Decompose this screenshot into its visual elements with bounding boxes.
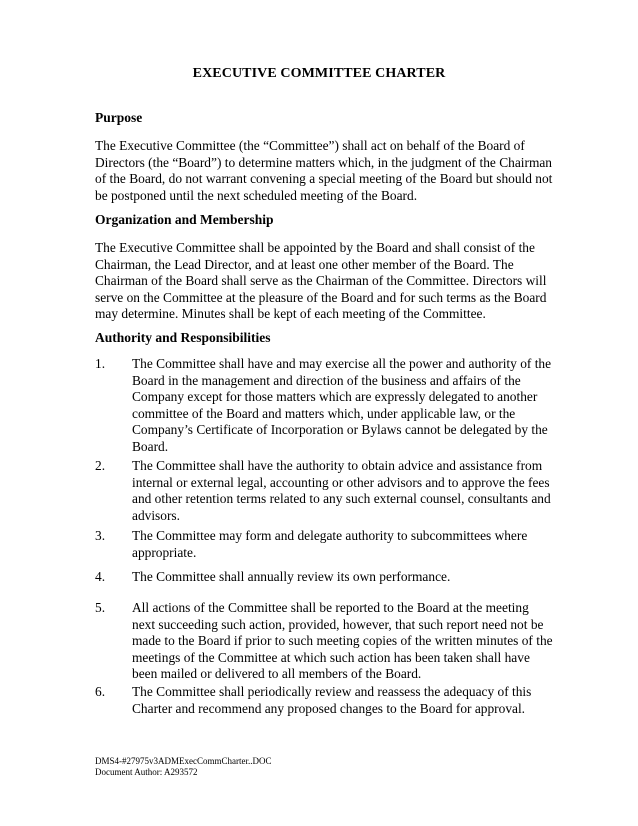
list-item-text: The Committee shall have and may exercise all the power and authority of the Board in the management and direction of the business and affairs of the Company except for those matters which are expressly delegated to another committee of the Board and matters which, under applicable law, or the Company’s Certificate of Incorporation or Bylaws cannot be delegated by the Board. — [132, 356, 552, 454]
footer-filename: DMS4-#27975v3ADMExecCommCharter..DOC — [95, 756, 272, 766]
list-item-text: The Committee shall periodically review and reassess the adequacy of this Charter and recommend any proposed changes to the Board for approval. — [132, 684, 532, 716]
document-title: EXECUTIVE COMMITTEE CHARTER — [192, 66, 446, 81]
purpose-paragraph: The Executive Committee (the “Committee”) shall act on behalf of the Board of Directors (the “Board”) to determine matters which, in the judgment of the Chairman of the Board, do not warrant convening a special meeting of the Board but should not be postponed until the next scheduled meeting of the Board. — [95, 138, 553, 203]
list-item-number: 5. — [95, 600, 106, 615]
purpose-heading: Purpose — [95, 110, 143, 125]
organization-paragraph: The Executive Committee shall be appointed by the Board and shall consist of the Chairman, the Lead Director, and at least one other member of the Board. The Chairman of the Board shall serve as the Chairman of the Committee. Directors will serve on the Committee at the pleasure of the Board and for such terms as the Board may determine. Minutes shall be kept of each meeting of the Committee. — [95, 240, 547, 322]
list-item-number: 1. — [95, 356, 106, 371]
list-item-number: 3. — [95, 528, 106, 543]
authority-heading: Authority and Responsibilities — [95, 330, 271, 345]
document-footer — [95, 756, 272, 778]
list-item-number: 6. — [95, 684, 106, 699]
list-item-text: The Committee may form and delegate authority to subcommittees where appropriate. — [132, 528, 528, 560]
list-item-number: 2. — [95, 458, 106, 473]
footer-author: Document Author: A293572 — [95, 767, 198, 777]
list-item-text: All actions of the Committee shall be reported to the Board at the meeting next succeeding such action, provided, however, that such report need not be made to the Board if prior to such meeting copies of the written minutes of the meetings of the Committee at which such action has been taken shall have been mailed or delivered to all members of the Board. — [132, 600, 553, 682]
list-item-text: The Committee shall annually review its own performance. — [132, 569, 451, 584]
organization-heading: Organization and Membership — [95, 212, 274, 227]
list-item-number: 4. — [95, 569, 106, 584]
list-item-text: The Committee shall have the authority to obtain advice and assistance from internal or external legal, accounting or other advisors and to approve the fees and other retention terms related to any such external counsel, consultants and advisors. — [132, 458, 551, 523]
